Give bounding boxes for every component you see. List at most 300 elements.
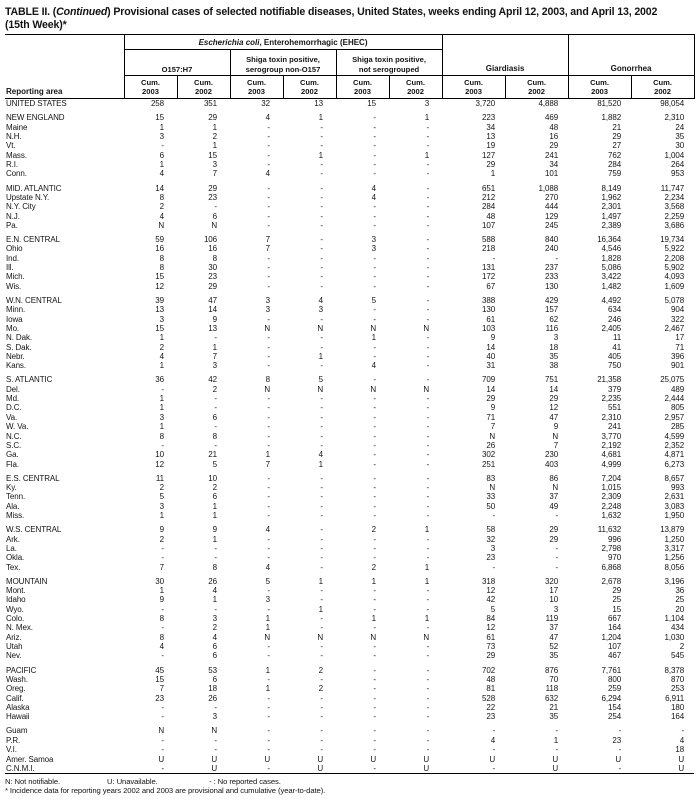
value-cell: 23 [486, 712, 496, 722]
value-cell: 13,879 [660, 525, 685, 535]
value-cell: 164 [608, 623, 622, 633]
value-cell: 25 [675, 595, 685, 605]
value-cell: 42 [208, 375, 217, 385]
value-cell: 237 [545, 263, 559, 273]
value-cell: 245 [545, 220, 559, 230]
value-cell: 12 [155, 281, 164, 291]
value-cell: - [426, 281, 430, 291]
row-label: Calif. [6, 693, 24, 703]
value-cell: 1 [424, 525, 430, 535]
value-cell: - [267, 693, 270, 703]
value-cell: 1 [212, 534, 217, 544]
value-cell: - [555, 745, 559, 755]
value-cell: - [426, 674, 430, 684]
value-cell: 8,149 [601, 183, 622, 193]
value-cell: 7 [159, 684, 164, 694]
value-cell: 130 [482, 305, 496, 315]
value-cell: 2 [212, 483, 217, 493]
row-label: Minn. [6, 305, 26, 315]
value-cell: - [214, 553, 217, 563]
value-cell: - [373, 745, 376, 755]
value-cell: - [555, 562, 559, 572]
row-label: Nev. [6, 651, 22, 661]
value-cell: 1 [318, 576, 323, 586]
value-cell: - [373, 122, 376, 132]
value-cell: - [426, 192, 430, 202]
table-row [5, 642, 694, 651]
value-cell: 17 [675, 333, 685, 343]
table-row [5, 361, 694, 370]
value-cell: - [320, 693, 323, 703]
table-row [5, 305, 694, 314]
value-cell: 14 [549, 384, 559, 394]
footnotes [5, 777, 693, 795]
value-cell: - [161, 384, 164, 394]
value-cell: 12 [486, 623, 496, 633]
value-cell: - [373, 431, 376, 441]
value-cell: - [555, 553, 559, 563]
value-cell: - [320, 473, 323, 483]
value-cell: - [267, 726, 270, 736]
value-cell: - [373, 712, 376, 722]
value-cell: 7 [265, 244, 270, 254]
value-cell: 800 [608, 674, 622, 684]
value-cell: - [320, 342, 323, 352]
value-cell: - [426, 473, 430, 483]
value-cell: 970 [608, 553, 622, 563]
value-cell: - [426, 202, 430, 212]
value-cell: 284 [608, 160, 622, 170]
value-cell: 3 [371, 235, 376, 245]
value-cell: - [373, 534, 376, 544]
value-cell: 23 [155, 693, 164, 703]
value-cell: 1,962 [601, 192, 622, 202]
value-cell: - [161, 651, 164, 661]
value-cell: 3 [490, 543, 496, 553]
value-cell: U [489, 754, 496, 764]
value-cell: 19 [486, 141, 496, 151]
value-cell: 3,770 [601, 431, 622, 441]
value-cell: 4 [265, 113, 270, 123]
value-cell: U [505, 764, 568, 774]
value-cell: 29 [549, 394, 559, 404]
value-cell: - [426, 684, 430, 694]
value-cell: 2,678 [601, 576, 622, 586]
value-cell: 6 [212, 651, 217, 661]
row-label: Pa. [6, 220, 18, 230]
value-cell: - [161, 623, 164, 633]
cum-year-header: Cum. 2002 [283, 76, 336, 99]
value-cell: - [214, 735, 217, 745]
value-cell: 29 [549, 534, 559, 544]
value-cell: 34 [486, 122, 496, 132]
value-cell: - [267, 150, 270, 160]
value-cell: - [214, 604, 217, 614]
value-cell: 759 [608, 169, 622, 179]
value-cell: 1 [424, 150, 430, 160]
table-row [5, 254, 694, 263]
value-cell: 164 [671, 712, 685, 722]
value-cell: - [320, 492, 323, 502]
value-cell: 1 [159, 403, 164, 413]
table-row [5, 605, 694, 614]
value-cell: 8 [159, 253, 164, 263]
value-cell: 3 [159, 314, 164, 324]
value-cell: - [267, 543, 270, 553]
value-cell: U [615, 754, 622, 764]
value-cell: 993 [671, 483, 685, 493]
value-cell: U [389, 764, 442, 774]
value-cell: 119 [545, 614, 559, 624]
value-cell: - [320, 141, 323, 151]
value-cell: - [320, 726, 323, 736]
cum-year-header: Cum. 2003 [568, 76, 631, 99]
value-cell: N [489, 483, 496, 493]
value-cell: 14 [208, 305, 217, 315]
value-cell: 29 [549, 525, 559, 535]
row-label: D.C. [6, 403, 22, 413]
table-row [5, 441, 694, 450]
value-cell: 12 [549, 403, 559, 413]
value-cell: 7,761 [601, 665, 622, 675]
value-cell: - [426, 244, 430, 254]
value-cell: 2 [318, 665, 323, 675]
row-label: Maine [6, 122, 28, 132]
value-cell: 101 [545, 169, 559, 179]
value-cell: 9 [553, 422, 559, 432]
value-cell: - [426, 169, 430, 179]
value-cell: - [214, 745, 217, 755]
value-cell: - [426, 604, 430, 614]
value-cell: - [267, 745, 270, 755]
value-cell: 81 [486, 684, 496, 694]
table-row [5, 492, 694, 501]
value-cell: 32 [261, 99, 270, 109]
table-row [5, 422, 694, 431]
value-cell: 322 [671, 314, 685, 324]
value-cell: 35 [675, 132, 685, 142]
value-cell: 2,301 [601, 202, 622, 212]
value-cell: 8 [159, 614, 164, 624]
value-cell: 259 [608, 684, 622, 694]
value-cell: 1 [371, 333, 376, 343]
value-cell: 15 [155, 674, 164, 684]
value-cell: - [373, 253, 376, 263]
value-cell: 127 [482, 150, 496, 160]
value-cell: - [373, 440, 376, 450]
value-cell: - [320, 192, 323, 202]
value-cell: 545 [671, 651, 685, 661]
value-cell: 103 [482, 323, 496, 333]
value-cell: 16 [549, 132, 559, 142]
table-row [5, 385, 694, 394]
value-cell: 634 [608, 305, 622, 315]
value-cell: 1,204 [601, 632, 622, 642]
value-cell: 3 [159, 132, 164, 142]
value-cell: 1 [212, 342, 217, 352]
value-cell: - [555, 543, 559, 553]
value-cell: - [426, 375, 430, 385]
value-cell: U [370, 754, 376, 764]
value-cell: 106 [203, 235, 217, 245]
value-cell: 3,083 [664, 501, 685, 511]
table-row [5, 553, 694, 562]
value-cell: 13 [486, 132, 496, 142]
value-cell: 16 [155, 244, 164, 254]
value-cell: - [267, 604, 270, 614]
value-cell: 1 [159, 333, 164, 343]
value-cell: 23 [208, 192, 217, 202]
value-cell: - [267, 735, 270, 745]
value-cell: 5 [490, 604, 496, 614]
value-cell: 11,632 [597, 525, 622, 535]
value-cell: 7 [265, 235, 270, 245]
value-cell: - [373, 543, 376, 553]
row-label: Ill. [6, 263, 14, 273]
value-cell: 1 [553, 735, 559, 745]
table-title-line1: TABLE II. (Continued) Provisional cases of selected notifiable diseases, United States, weeks ending April 12, 2003, and April 13, 2002 [5, 6, 658, 18]
value-cell: 3,686 [664, 220, 685, 230]
value-cell: - [161, 141, 164, 151]
value-cell: 2,957 [664, 412, 685, 422]
value-cell: 1 [490, 169, 496, 179]
value-cell: N [423, 384, 430, 394]
value-cell: N [423, 632, 430, 642]
value-cell: 13 [208, 323, 217, 333]
value-cell: - [373, 735, 376, 745]
value-cell: - [373, 272, 376, 282]
value-cell: 4 [371, 183, 376, 193]
value-cell: 1 [159, 511, 164, 521]
row-label: Ark. [6, 534, 20, 544]
table-row [5, 160, 694, 169]
value-cell: 3 [371, 244, 376, 254]
table-row [5, 263, 694, 272]
value-cell: - [492, 253, 496, 263]
value-cell: 588 [482, 235, 496, 245]
table-row [5, 282, 694, 291]
value-cell: 50 [486, 501, 496, 511]
value-cell: 81,520 [597, 99, 622, 109]
value-cell: 241 [608, 422, 622, 432]
value-cell: 8 [159, 263, 164, 273]
value-cell: - [267, 202, 270, 212]
value-cell: 29 [208, 183, 217, 193]
value-cell: - [426, 422, 430, 432]
value-cell: 62 [549, 314, 559, 324]
table-row [5, 193, 694, 202]
table-row [5, 202, 694, 211]
value-cell: - [320, 169, 323, 179]
value-cell: 3 [265, 295, 270, 305]
value-cell: 3 [553, 604, 559, 614]
value-cell: 4 [159, 211, 164, 221]
value-cell: 302 [482, 450, 496, 460]
value-cell: 1 [424, 562, 430, 572]
row-label: P.R. [6, 735, 21, 745]
value-cell: - [373, 211, 376, 221]
value-cell: 904 [671, 305, 685, 315]
row-label: Ind. [6, 253, 19, 263]
value-cell: 379 [608, 384, 622, 394]
footnote-dash: - : No reported cases. [209, 777, 281, 787]
table-row [5, 151, 694, 160]
value-cell: 901 [671, 361, 685, 371]
table-row [5, 132, 694, 141]
row-label: MID. ATLANTIC [6, 183, 62, 193]
value-cell: - [373, 342, 376, 352]
row-label: Wash. [6, 674, 28, 684]
value-cell: - [373, 375, 376, 385]
cum-year-header: Cum. 2003 [124, 76, 177, 99]
value-cell: 45 [155, 665, 164, 675]
value-cell: U [177, 764, 230, 774]
value-cell: N [489, 431, 496, 441]
value-cell: 284 [482, 202, 496, 212]
value-cell: 1 [424, 576, 430, 586]
value-cell: 4 [318, 295, 323, 305]
value-cell: 8 [212, 562, 217, 572]
row-label: Miss. [6, 511, 25, 521]
value-cell: - [267, 501, 270, 511]
value-cell: - [320, 735, 323, 745]
value-cell: N [211, 726, 217, 736]
table-row [5, 764, 694, 774]
value-cell: 7 [212, 351, 217, 361]
value-cell: 396 [671, 351, 685, 361]
value-cell: 9 [212, 525, 217, 535]
value-cell: 702 [482, 665, 496, 675]
value-cell: 21 [549, 702, 559, 712]
value-cell: N [317, 384, 323, 394]
value-cell: - [373, 726, 376, 736]
value-cell: - [373, 263, 376, 273]
value-cell: - [426, 702, 430, 712]
value-cell: 4,871 [664, 450, 685, 460]
row-label: Alaska [6, 702, 30, 712]
notifiable-diseases-table [5, 34, 695, 774]
value-cell: 1,250 [664, 534, 685, 544]
value-cell: 2,798 [601, 543, 622, 553]
value-cell: 4 [212, 632, 217, 642]
value-cell: U [678, 754, 685, 764]
value-cell: - [426, 141, 430, 151]
value-cell: - [426, 534, 430, 544]
value-cell: - [426, 160, 430, 170]
value-cell: 6 [212, 492, 217, 502]
value-cell: - [373, 403, 376, 413]
value-cell: - [492, 511, 496, 521]
value-cell: - [161, 553, 164, 563]
value-cell: 17 [549, 586, 559, 596]
value-cell: - [373, 202, 376, 212]
value-cell: 157 [545, 305, 559, 315]
row-label: Oreg. [6, 684, 26, 694]
value-cell: - [267, 483, 270, 493]
value-cell: - [426, 183, 430, 193]
table-row [5, 525, 694, 534]
value-cell: 1,882 [601, 113, 622, 123]
row-label: S.C. [6, 440, 22, 450]
value-cell: - [426, 314, 430, 324]
value-cell: 4,492 [601, 295, 622, 305]
value-cell: 4 [212, 586, 217, 596]
value-cell: - [214, 440, 217, 450]
value-cell: - [320, 595, 323, 605]
table-row [5, 511, 694, 520]
value-cell: 2 [159, 483, 164, 493]
value-cell: 30 [208, 263, 217, 273]
value-cell: - [267, 586, 270, 596]
value-cell: - [267, 314, 270, 324]
value-cell: 19,734 [660, 235, 685, 245]
table-row [5, 651, 694, 660]
value-cell: 1 [159, 122, 164, 132]
table-row [5, 315, 694, 324]
value-cell: 1,828 [601, 253, 622, 263]
value-cell: 35 [549, 651, 559, 661]
value-cell: 18 [208, 684, 217, 694]
value-cell: 1 [212, 511, 217, 521]
value-cell: 6 [212, 412, 217, 422]
value-cell: 551 [608, 403, 622, 413]
value-cell: 2,352 [664, 440, 685, 450]
value-cell: - [373, 281, 376, 291]
cum-year-header: Cum. 2002 [389, 76, 442, 99]
value-cell: - [267, 642, 270, 652]
value-cell: 118 [545, 684, 559, 694]
table-row [5, 324, 694, 333]
value-cell: 2,235 [601, 394, 622, 404]
value-cell: 131 [482, 263, 496, 273]
row-label: R.I. [6, 160, 19, 170]
value-cell: - [373, 623, 376, 633]
value-cell: 223 [482, 113, 496, 123]
value-cell: - [426, 745, 430, 755]
value-cell: - [320, 361, 323, 371]
value-cell: 9 [212, 314, 217, 324]
ehec-group-header: Escherichia coli, Enterohemorrhagic (EHEC) [124, 35, 442, 50]
value-cell: 61 [486, 632, 496, 642]
value-cell: - [426, 263, 430, 273]
value-cell: - [214, 403, 217, 413]
value-cell: 5 [159, 492, 164, 502]
value-cell: 40 [486, 351, 496, 361]
value-cell: 9 [490, 333, 496, 343]
value-cell: N [264, 632, 270, 642]
value-cell: 29 [612, 132, 622, 142]
value-cell: 21,358 [597, 375, 622, 385]
value-cell: - [373, 150, 376, 160]
value-cell: 1 [159, 160, 164, 170]
row-label: N. Dak. [6, 333, 32, 343]
value-cell: - [267, 422, 270, 432]
value-cell: 1,030 [664, 632, 685, 642]
value-cell: - [426, 412, 430, 422]
row-label: MOUNTAIN [6, 576, 48, 586]
value-cell: 30 [675, 141, 685, 151]
value-cell: 2,248 [601, 501, 622, 511]
value-cell: 1,015 [601, 483, 622, 493]
value-cell: - [320, 244, 323, 254]
value-cell: 241 [545, 150, 559, 160]
value-cell: 870 [671, 674, 685, 684]
value-cell: 2,310 [664, 113, 685, 123]
value-cell: 1 [265, 665, 270, 675]
row-label: W.S. CENTRAL [6, 525, 62, 535]
value-cell: - [230, 764, 283, 774]
value-cell: - [267, 712, 270, 722]
